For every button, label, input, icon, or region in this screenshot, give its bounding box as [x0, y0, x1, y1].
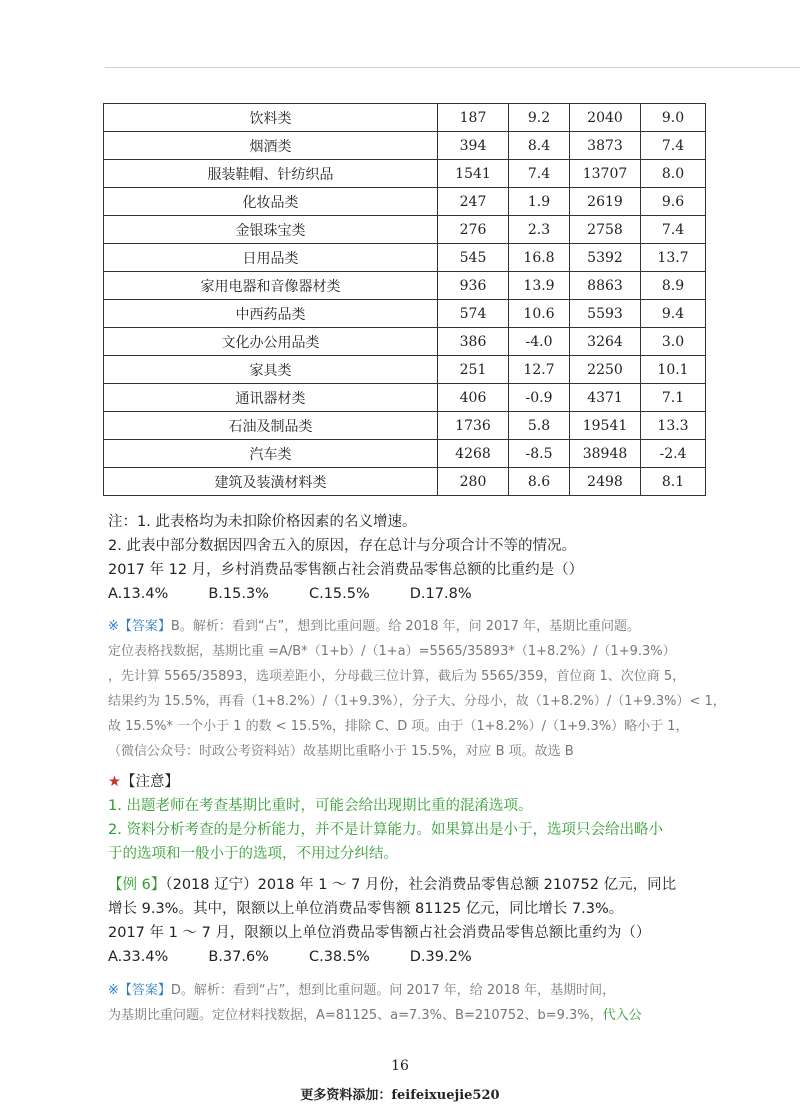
table-cell-v4: 7.4 — [641, 216, 706, 244]
table-cell-category: 日用品类 — [104, 244, 438, 272]
table-row — [104, 216, 706, 244]
table-cell-v4: 9.4 — [641, 300, 706, 328]
table-row — [104, 384, 706, 412]
retail-sales-table — [103, 103, 706, 496]
table-cell-v1: 1541 — [438, 160, 509, 188]
option-a: A.33.4% — [108, 949, 169, 965]
star-icon: ★ — [108, 774, 121, 790]
table-cell-v1: 247 — [438, 188, 509, 216]
example-line-2: 增长 9.3%。其中，限额以上单位消费品零售额 81125 亿元，同比增长 7.3%。 — [108, 901, 624, 917]
example-6-block — [108, 873, 714, 969]
option-a: A.13.4% — [108, 586, 169, 602]
table-cell-v2: 5.8 — [509, 412, 570, 440]
table-cell-category: 石油及制品类 — [104, 412, 438, 440]
table-cell-category: 通讯器材类 — [104, 384, 438, 412]
table-row — [104, 412, 706, 440]
answer-line: 定位表格找数据，基期比重 =A/B*（1+b）/（1+a）=5565/35893*（1+8.2%）/（1+9.3%） — [108, 644, 676, 659]
table-cell-v2: 10.6 — [509, 300, 570, 328]
page-number: 16 — [391, 1058, 409, 1074]
table-cell-category: 化妆品类 — [104, 188, 438, 216]
attention-title: 【注意】 — [121, 774, 179, 790]
answer-line: 故 15.5%* 一个小于 1 的数 < 15.5%，排除 C、D 项。由于（1+8.2%）/（1+9.3%）略小于 1， — [108, 719, 689, 734]
table-cell-v2: 7.4 — [509, 160, 570, 188]
option-c: C.38.5% — [308, 949, 370, 965]
answer-line: ，先计算 5565/35893，选项差距小，分母截三位计算，截后为 5565/359，首位商 1、次位商 5， — [108, 669, 686, 684]
table-cell-category: 文化办公用品类 — [104, 328, 438, 356]
answer2-line-2: 为基期比重问题。定位材料找数据，A=81125、a=7.3%、B=210752、b=9.3%， — [108, 1008, 603, 1023]
table-row — [104, 132, 706, 160]
table-cell-v2: -0.9 — [509, 384, 570, 412]
table-row — [104, 468, 706, 496]
table-cell-v3: 8863 — [570, 272, 641, 300]
option-d: D.17.8% — [409, 586, 472, 602]
table-cell-v4: 9.0 — [641, 104, 706, 132]
table-row — [104, 272, 706, 300]
footer-text: 更多资料添加：feifeixuejie520 — [300, 1088, 500, 1103]
table-cell-v3: 38948 — [570, 440, 641, 468]
table-cell-category: 饮料类 — [104, 104, 438, 132]
table-cell-v1: 1736 — [438, 412, 509, 440]
table-cell-v3: 2250 — [570, 356, 641, 384]
table-cell-v4: 13.3 — [641, 412, 706, 440]
table-cell-v2: 8.6 — [509, 468, 570, 496]
table-row — [104, 104, 706, 132]
answer2-line-1: D。解析：看到“占”，想到比重问题。问 2017 年，给 2018 年，基期时间， — [170, 983, 616, 998]
table-row — [104, 244, 706, 272]
table-cell-v1: 187 — [438, 104, 509, 132]
table-cell-v4: 7.1 — [641, 384, 706, 412]
option-b: B.15.3% — [208, 586, 269, 602]
attention-line-1: 1. 出题老师在考查基期比重时，可能会给出现期比重的混淆选项。 — [108, 798, 533, 814]
table-cell-category: 建筑及装潢材料类 — [104, 468, 438, 496]
table-cell-v3: 3264 — [570, 328, 641, 356]
example-label: 【例 6】 — [108, 877, 166, 893]
answer2-line-2-highlight: 代入公 — [602, 1008, 642, 1023]
table-cell-v3: 2498 — [570, 468, 641, 496]
table-row — [104, 188, 706, 216]
table-cell-v2: 1.9 — [509, 188, 570, 216]
answer-line: 结果约为 15.5%，再看（1+8.2%）/（1+9.3%），分子大、分母小，故（1+8.2%）/（1+9.3%）< 1， — [108, 694, 726, 709]
example-line-1: （2018 辽宁）2018 年 1 ～ 7 月份，社会消费品零售总额 210752 亿元，同比 — [165, 877, 677, 893]
table-cell-v1: 936 — [438, 272, 509, 300]
header-rule — [105, 67, 800, 68]
table-row — [104, 328, 706, 356]
answer-block-2 — [108, 978, 714, 1028]
table-row — [104, 300, 706, 328]
table-cell-v2: 13.9 — [509, 272, 570, 300]
table-cell-v4: 10.1 — [641, 356, 706, 384]
table-cell-v1: 386 — [438, 328, 509, 356]
attention-block — [108, 770, 714, 866]
table-cell-v4: -2.4 — [641, 440, 706, 468]
table-cell-v2: -8.5 — [509, 440, 570, 468]
table-cell-v4: 13.7 — [641, 244, 706, 272]
example-options — [108, 945, 714, 969]
option-d: D.39.2% — [409, 949, 472, 965]
table-cell-v3: 19541 — [570, 412, 641, 440]
table-cell-v3: 13707 — [570, 160, 641, 188]
table-cell-v3: 2619 — [570, 188, 641, 216]
table-cell-v4: 8.1 — [641, 468, 706, 496]
table-cell-v1: 280 — [438, 468, 509, 496]
table-cell-v1: 276 — [438, 216, 509, 244]
table-cell-v4: 8.0 — [641, 160, 706, 188]
table-cell-v4: 9.6 — [641, 188, 706, 216]
table-cell-v2: 8.4 — [509, 132, 570, 160]
example-question: 2017 年 1 ～ 7 月，限额以上单位消费品零售额占社会消费品零售总额比重约为（） — [108, 925, 651, 941]
table-cell-category: 服装鞋帽、针纺织品 — [104, 160, 438, 188]
table-cell-v2: 9.2 — [509, 104, 570, 132]
table-cell-v1: 394 — [438, 132, 509, 160]
table-row — [104, 440, 706, 468]
note-2: 2. 此表中部分数据因四舍五入的原因，存在总计与分项合计不等的情况。 — [108, 538, 576, 554]
answer-line: B。解析：看到“占”，想到比重问题。给 2018 年，问 2017 年，基期比重问题。 — [170, 619, 640, 634]
table-cell-v1: 545 — [438, 244, 509, 272]
question-text: 2017 年 12 月，乡村消费品零售额占社会消费品零售总额的比重约是（） — [108, 562, 584, 578]
table-cell-v3: 5392 — [570, 244, 641, 272]
table-cell-v1: 574 — [438, 300, 509, 328]
table-cell-v4: 8.9 — [641, 272, 706, 300]
table-notes — [108, 510, 714, 606]
question-options — [108, 582, 714, 606]
option-c: C.15.5% — [308, 586, 370, 602]
table-cell-category: 烟酒类 — [104, 132, 438, 160]
option-b: B.37.6% — [208, 949, 269, 965]
table-cell-v1: 4268 — [438, 440, 509, 468]
attention-line-3: 于的选项和一般小于的选项，不用过分纠结。 — [108, 846, 398, 862]
table-cell-v2: 2.3 — [509, 216, 570, 244]
answer-line: （微信公众号：时政公考资料站）故基期比重略小于 15.5%，对应 B 项。故选 B — [108, 744, 574, 759]
attention-line-2: 2. 资料分析考查的是分析能力，并不是计算能力。如果算出是小于，选项只会给出略小 — [108, 822, 663, 838]
table-cell-v3: 5593 — [570, 300, 641, 328]
table-cell-category: 金银珠宝类 — [104, 216, 438, 244]
table-cell-v3: 3873 — [570, 132, 641, 160]
table-row — [104, 356, 706, 384]
table-cell-v1: 251 — [438, 356, 509, 384]
table-cell-v3: 2040 — [570, 104, 641, 132]
table-cell-v1: 406 — [438, 384, 509, 412]
table-cell-v4: 7.4 — [641, 132, 706, 160]
table-cell-v4: 3.0 — [641, 328, 706, 356]
table-cell-v3: 4371 — [570, 384, 641, 412]
table-cell-v3: 2758 — [570, 216, 641, 244]
table-cell-v2: 16.8 — [509, 244, 570, 272]
table-cell-v2: -4.0 — [509, 328, 570, 356]
table-cell-v2: 12.7 — [509, 356, 570, 384]
table-cell-category: 家具类 — [104, 356, 438, 384]
answer-block-1 — [108, 614, 726, 764]
answer-mark: ※【答案】 — [108, 619, 171, 634]
answer-mark: ※【答案】 — [108, 983, 171, 998]
table-cell-category: 中西药品类 — [104, 300, 438, 328]
table-cell-category: 家用电器和音像器材类 — [104, 272, 438, 300]
table-row — [104, 160, 706, 188]
table-cell-category: 汽车类 — [104, 440, 438, 468]
note-1: 注：1. 此表格均为未扣除价格因素的名义增速。 — [108, 514, 417, 530]
